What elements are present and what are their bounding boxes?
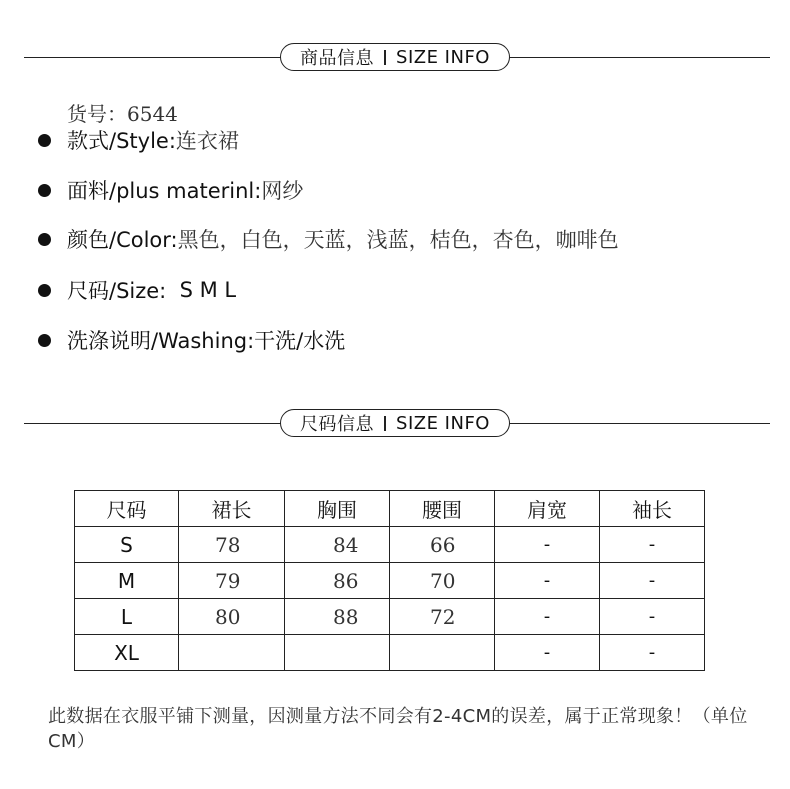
spec-item-washing	[38, 325, 345, 355]
spec-item-size	[38, 275, 236, 305]
bullet-icon	[38, 284, 51, 297]
table-cell-size: M	[75, 563, 179, 599]
table-cell: 80	[179, 599, 285, 635]
spec-item-material	[38, 175, 303, 205]
table-cell-size: S	[75, 527, 179, 563]
separator-bar	[384, 50, 386, 65]
table-cell: -	[600, 527, 705, 563]
table-cell: 84	[285, 527, 390, 563]
spec-item-style	[38, 125, 239, 155]
separator-bar	[384, 416, 386, 431]
table-cell: -	[600, 635, 705, 671]
table-cell-size: L	[75, 599, 179, 635]
table-cell: -	[495, 635, 600, 671]
spec-item-color	[38, 224, 619, 254]
spec-label: 面料/plus materinl:	[67, 179, 262, 203]
table-header-row	[75, 491, 705, 527]
table-cell: -	[600, 563, 705, 599]
table-cell: -	[600, 599, 705, 635]
bullet-icon	[38, 233, 51, 246]
table-cell: -	[495, 599, 600, 635]
table-cell: 72	[390, 599, 495, 635]
table-cell: 70	[390, 563, 495, 599]
section-header-size-info	[280, 409, 510, 437]
size-table	[74, 490, 705, 671]
section-header-title-cn: 商品信息	[300, 48, 375, 69]
section-header-title-en: SIZE INFO	[396, 46, 490, 68]
table-row	[75, 563, 705, 599]
table-cell: -	[495, 527, 600, 563]
spec-value: S M L	[166, 278, 237, 302]
bullet-icon	[38, 134, 51, 147]
table-cell: 78	[179, 527, 285, 563]
spec-value: 干洗/水洗	[254, 329, 346, 353]
table-cell	[179, 635, 285, 671]
table-cell: 88	[285, 599, 390, 635]
header-cell-bust: 胸围	[285, 491, 390, 527]
spec-value: 黑色，白色，天蓝，浅蓝，桔色，杏色，咖啡色	[177, 228, 619, 252]
spec-label: 款式/Style:	[67, 129, 176, 153]
bullet-icon	[38, 184, 51, 197]
measurement-note: 此数据在衣服平铺下测量，因测量方法不同会有2-4CM的误差，属于正常现象！（单位CM）	[48, 706, 748, 752]
table-row	[75, 635, 705, 671]
header-cell-waist: 腰围	[390, 491, 495, 527]
table-row	[75, 599, 705, 635]
table-cell: -	[495, 563, 600, 599]
spec-value: 连衣裙	[175, 129, 239, 153]
header-cell-size: 尺码	[75, 491, 179, 527]
section-header-title-en: SIZE INFO	[396, 412, 490, 434]
table-cell	[285, 635, 390, 671]
header-cell-length: 裙长	[179, 491, 285, 527]
spec-label: 尺码/Size:	[67, 279, 167, 303]
table-cell: 79	[179, 563, 285, 599]
spec-label: 颜色/Color:	[67, 228, 178, 252]
spec-label: 洗涤说明/Washing:	[67, 329, 255, 353]
header-cell-shoulder: 肩宽	[495, 491, 600, 527]
bullet-icon	[38, 334, 51, 347]
section-header-product-info	[280, 43, 510, 71]
table-cell	[390, 635, 495, 671]
table-cell: 66	[390, 527, 495, 563]
table-cell: 86	[285, 563, 390, 599]
spec-value: 网纱	[261, 179, 304, 203]
header-cell-sleeve: 袖长	[600, 491, 705, 527]
product-code: 货号：6544	[67, 102, 178, 126]
section-header-title-cn: 尺码信息	[300, 414, 375, 435]
table-row	[75, 527, 705, 563]
table-cell-size: XL	[75, 635, 179, 671]
